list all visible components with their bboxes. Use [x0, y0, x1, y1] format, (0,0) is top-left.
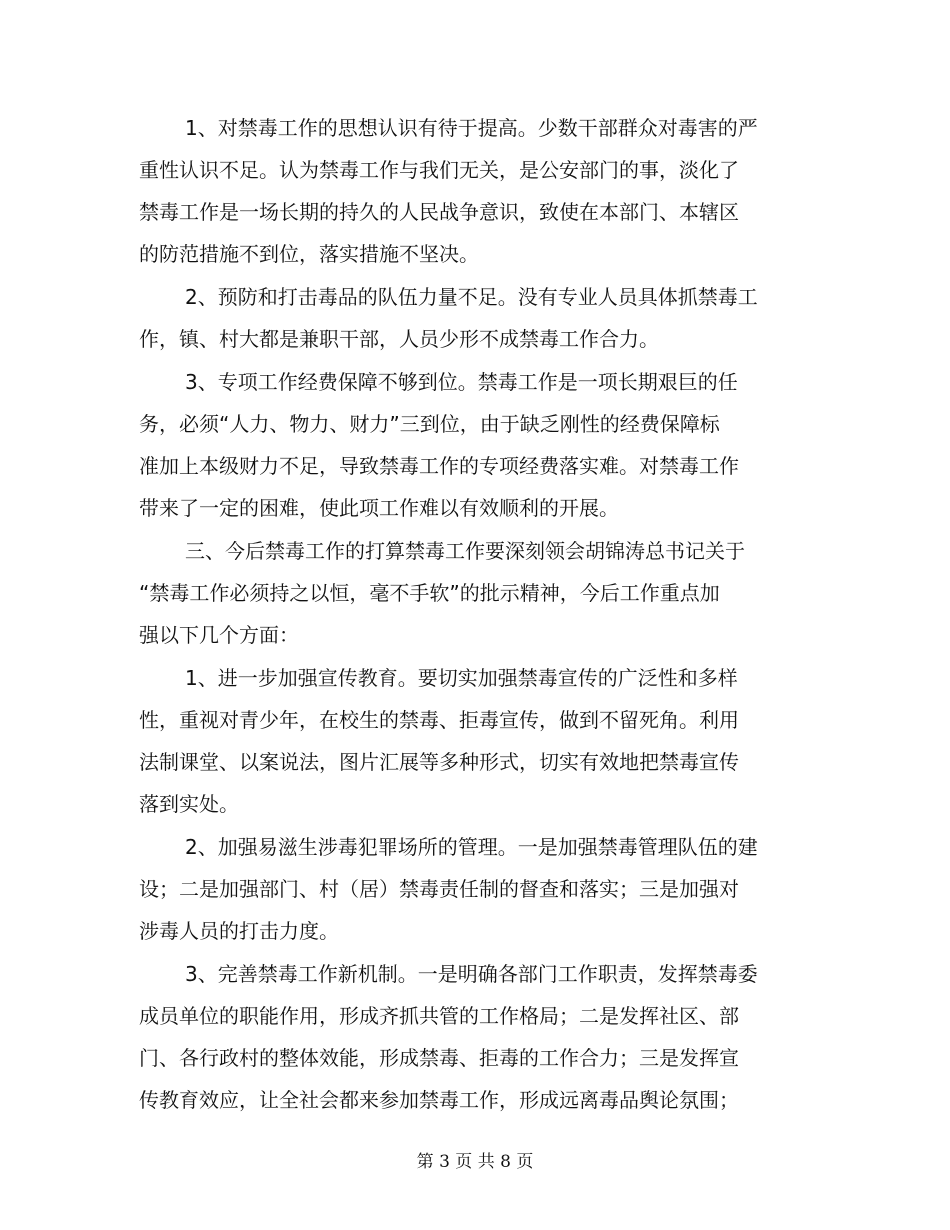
paragraph-line: 作，镇、村大都是兼职干部，人员少形不成禁毒工作合力。 [139, 327, 659, 351]
paragraph-line: 的防范措施不到位，落实措施不坚决。 [139, 242, 479, 266]
paragraph-line: 设；二是加强部门、村（居）禁毒责任制的督查和落实；三是加强对 [139, 877, 739, 901]
paragraph-line: 法制课堂、以案说法，图片汇展等多种形式，切实有效地把禁毒宣传 [139, 750, 739, 774]
paragraph-line: 1、进一步加强宣传教育。要切实加强禁毒宣传的广泛性和多样 [185, 666, 738, 690]
paragraph-line: 3、专项工作经费保障不够到位。禁毒工作是一项长期艰巨的任 [185, 370, 738, 394]
paragraph-line: 涉毒人员的打击力度。 [139, 919, 339, 943]
paragraph-line: 落到实处。 [139, 792, 239, 816]
paragraph-line: 1、对禁毒工作的思想认识有待于提高。少数干部群众对毒害的严 [185, 116, 758, 140]
paragraph-line: 门、各行政村的整体效能，形成禁毒、拒毒的工作合力；三是发挥宣 [139, 1046, 739, 1070]
paragraph-line: 传教育效应，让全社会都来参加禁毒工作，形成远离毒品舆论氛围； [139, 1088, 739, 1112]
paragraph-line: 强以下几个方面： [139, 623, 299, 647]
page-footer: 第 3 页 共 8 页 [416, 1152, 534, 1172]
paragraph-line: 重性认识不足。认为禁毒工作与我们无关，是公安部门的事，淡化了 [139, 158, 739, 182]
paragraph-line: 2、预防和打击毒品的队伍力量不足。没有专业人员具体抓禁毒工 [185, 285, 758, 309]
paragraph-line: 3、完善禁毒工作新机制。一是明确各部门工作职责，发挥禁毒委 [185, 962, 758, 986]
paragraph-line: 性，重视对青少年，在校生的禁毒、拒毒宣传，做到不留死角。利用 [139, 708, 739, 732]
paragraph-line: 2、加强易滋生涉毒犯罪场所的管理。一是加强禁毒管理队伍的建 [185, 835, 758, 859]
paragraph-line: 准加上本级财力不足，导致禁毒工作的专项经费落实难。对禁毒工作 [139, 454, 739, 478]
paragraph-line: 成员单位的职能作用，形成齐抓共管的工作格局；二是发挥社区、部 [139, 1004, 739, 1028]
paragraph-line: 三、今后禁毒工作的打算禁毒工作要深刻领会胡锦涛总书记关于 [185, 539, 745, 563]
paragraph-line: 禁毒工作是一场长期的持久的人民战争意识，致使在本部门、本辖区 [139, 200, 739, 224]
paragraph-line: 务，必须“人力、物力、财力”三到位，由于缺乏刚性的经费保障标 [139, 412, 720, 436]
paragraph-line: 带来了一定的困难，使此项工作难以有效顺利的开展。 [139, 496, 619, 520]
paragraph-line: “禁毒工作必须持之以恒，毫不手软”的批示精神，今后工作重点加 [139, 581, 720, 605]
